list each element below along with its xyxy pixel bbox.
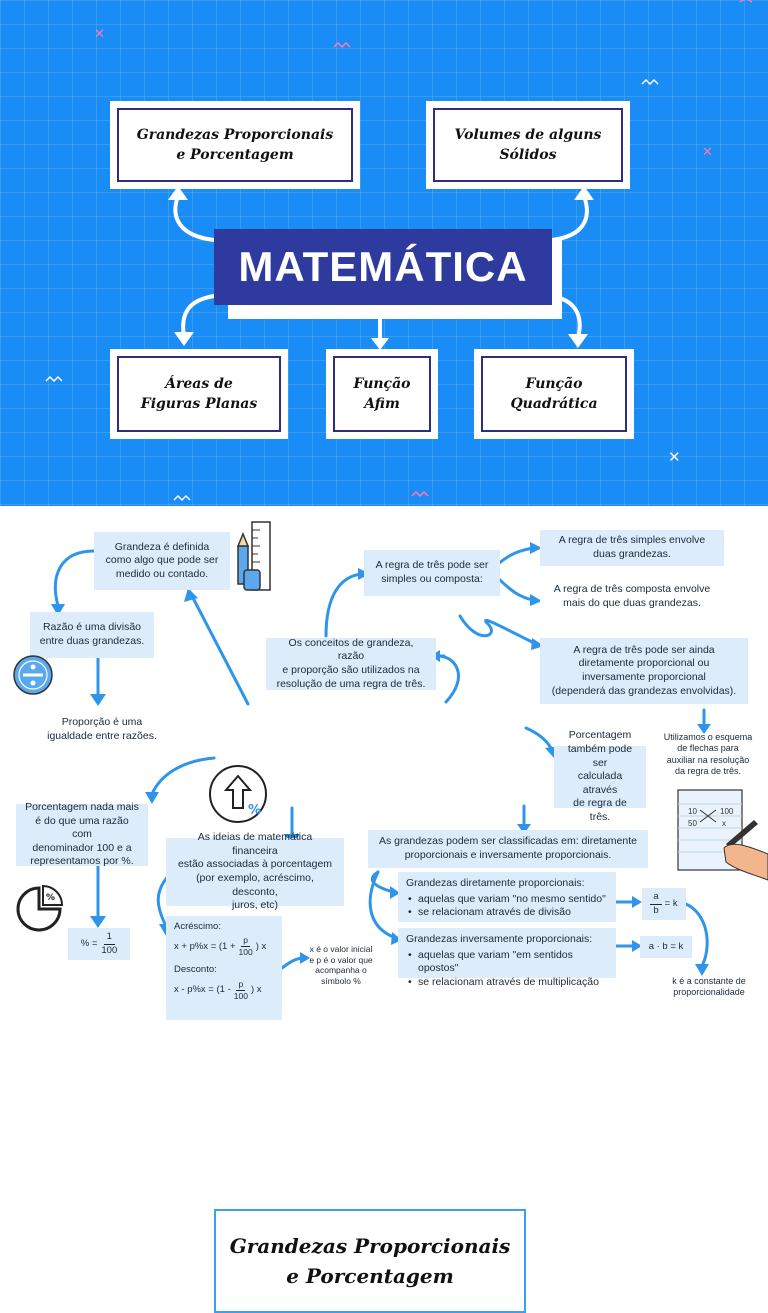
list-item: • aquelas que variam "em sentidos opostos" xyxy=(406,949,608,976)
topic-volumes xyxy=(433,108,623,182)
arrow-to-volumes xyxy=(552,196,587,240)
main-title: MATEMÁTICA xyxy=(214,229,552,305)
formula-text: ) x xyxy=(250,984,262,996)
topic-label: Áreas de Figuras Planas xyxy=(140,375,258,412)
cross-decoration: ✕ xyxy=(668,448,681,466)
arrowhead xyxy=(632,896,642,908)
arrowhead xyxy=(371,338,389,350)
zigzag-decoration xyxy=(412,492,428,496)
connector xyxy=(370,872,396,938)
numerator: p xyxy=(241,935,250,947)
note-diretamente xyxy=(398,872,616,922)
zigzag-decoration xyxy=(642,80,658,84)
formula-percent xyxy=(68,928,130,960)
svg-text:%: % xyxy=(248,803,262,818)
topic-funcao-quadratica xyxy=(481,356,627,432)
connector xyxy=(460,616,536,644)
arrowhead xyxy=(174,332,194,346)
zigzag-decoration xyxy=(740,0,752,2)
topic-label: Volumes de alguns Sólidos xyxy=(454,126,602,163)
ruler-pencil-icon xyxy=(232,520,274,594)
note-x-p: x é o valor inicial e p é o valor que acompanha o símbolo % xyxy=(309,944,373,986)
topic-grandezas xyxy=(117,108,353,182)
topic-areas xyxy=(117,356,281,432)
note-inversamente xyxy=(398,928,616,988)
top-panel xyxy=(0,0,768,506)
arrowhead xyxy=(145,792,159,804)
topic-label: Função Afim xyxy=(353,375,411,412)
acrescimo-formula xyxy=(174,935,274,958)
formula-text: % = xyxy=(80,937,98,949)
note-composta: A regra de três composta envolve mais do que duas grandezas. xyxy=(540,576,724,618)
fraction xyxy=(239,935,253,958)
note-financeira: As ideias de matemática financeira estão associadas à porcentagem (por exemplo, acréscimo, desconto, juros, etc) xyxy=(166,838,344,906)
cross-decoration: ✕ xyxy=(94,27,105,42)
topic-funcao-afim xyxy=(333,356,431,432)
note-simples: A regra de três simples envolve duas grandezas. xyxy=(540,530,724,566)
note-grandeza: Grandeza é definida como algo que pode ser medido ou contado. xyxy=(94,532,230,590)
note-k: k é a constante de proporcionalidade xyxy=(672,976,746,998)
central-topic: Grandezas Proporcionais e Porcentagem xyxy=(214,1209,526,1313)
arrow-to-areas xyxy=(183,296,214,336)
desconto-label: Desconto: xyxy=(174,964,217,976)
formula-text: x + p%x = (1 + xyxy=(174,940,236,952)
list-item: • se relacionam através de divisão xyxy=(406,906,608,920)
notebook-number: x xyxy=(722,819,726,828)
numerator: 1 xyxy=(104,931,115,944)
numerator: a xyxy=(650,891,661,904)
note-proporcao: Proporção é uma igualdade entre razões. xyxy=(38,708,166,752)
arrowhead xyxy=(568,334,588,348)
arrowhead xyxy=(90,694,106,706)
note-razao: Razão é uma divisão entre duas grandezas. xyxy=(30,612,154,658)
zigzag-decoration xyxy=(334,43,350,47)
list-item: • aquelas que variam "no mesmo sentido" xyxy=(406,893,608,907)
arrowhead xyxy=(90,916,106,928)
connector xyxy=(326,574,362,636)
diretamente-title: Grandezas diretamente proporcionais: xyxy=(406,877,585,889)
denominator: b xyxy=(653,904,659,916)
formula-ratio xyxy=(642,888,686,920)
connector xyxy=(498,548,534,564)
note-porcentagem-razao: Porcentagem nada mais é do que uma razão com denominador 100 e a representamos por %. xyxy=(16,804,148,866)
pie-percent-icon xyxy=(14,884,64,934)
arrowhead xyxy=(184,588,198,602)
inversamente-title: Grandezas inversamente proporcionais: xyxy=(406,933,593,945)
note-regra-tres: A regra de três pode ser simples ou composta: xyxy=(364,550,500,596)
denominator: 100 xyxy=(101,944,118,956)
desconto-formula xyxy=(174,979,274,1002)
note-classificacao: As grandezas podem ser classificadas em: diretamente proporcionais e inversamente proporcionais. xyxy=(368,830,648,868)
arrow-to-grandezas xyxy=(175,196,214,240)
note-esquema: Utilizamos o esquema de flechas para auxiliar na resolução da regra de três. xyxy=(663,732,753,776)
formula-text: x - p%x = (1 - xyxy=(174,984,231,996)
formula-financeira xyxy=(166,916,282,1020)
formula-text: = k xyxy=(664,897,678,909)
zigzag-decoration xyxy=(174,496,190,500)
connector xyxy=(526,728,552,750)
formula-product xyxy=(640,936,692,958)
bottom-panel xyxy=(0,506,768,1288)
formula-text: ) x xyxy=(255,940,267,952)
arrowhead xyxy=(574,186,594,200)
connector xyxy=(55,551,94,606)
note-porcentagem-regra: Porcentagem também pode ser calculada através de regra de três. xyxy=(554,746,646,808)
connector xyxy=(152,758,214,794)
cross-decoration: ✕ xyxy=(702,145,713,160)
numerator: p xyxy=(236,979,245,991)
svg-text:%: % xyxy=(46,893,56,903)
connector xyxy=(438,656,458,702)
fraction xyxy=(650,891,661,917)
note-diretamente-inversamente: A regra de três pode ser ainda diretamente proporcional ou inversamente proporcional (dependerá das grandezas envolvidas). xyxy=(540,638,748,704)
formula-text: a · b = k xyxy=(648,940,684,952)
acrescimo-label: Acréscimo: xyxy=(174,921,221,932)
connector xyxy=(498,578,534,600)
fraction xyxy=(101,931,117,957)
list-item: • se relacionam através de multiplicação xyxy=(406,976,608,990)
connector xyxy=(192,596,248,704)
arrowhead xyxy=(695,964,709,976)
zigzag-decoration xyxy=(46,377,62,381)
denominator: 100 xyxy=(238,947,253,958)
notebook-number: 50 xyxy=(688,819,697,828)
growth-percent-icon xyxy=(208,764,268,824)
note-conceitos: Os conceitos de grandeza, razão e proporção são utilizados na resolução de uma regra de três. xyxy=(266,638,436,690)
notebook-hand-icon xyxy=(676,784,768,884)
denominator: 100 xyxy=(233,990,248,1001)
topic-label: Função Quadrática xyxy=(510,375,598,412)
topic-label: Grandezas Proporcionais e Porcentagem xyxy=(136,126,334,163)
notebook-number: 10 xyxy=(688,807,697,816)
notebook-number: 100 xyxy=(720,807,734,816)
division-icon xyxy=(12,654,54,696)
arrowhead xyxy=(168,186,188,200)
fraction xyxy=(234,979,248,1002)
